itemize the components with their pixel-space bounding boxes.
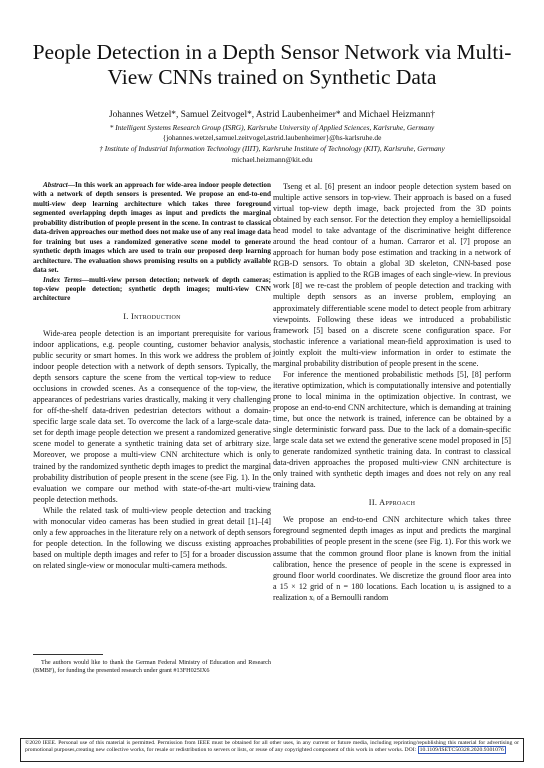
- index-terms: [33, 276, 271, 304]
- section-heading-approach: II. Approach: [368, 498, 416, 508]
- index-terms-label: Index Terms: [43, 275, 82, 284]
- email-kit: michael.heizmann@kit.edu: [231, 155, 313, 164]
- copyright-notice: [20, 738, 524, 762]
- intro-paragraph-2: While the related task of multi-view people detection and tracking with monocular video cameras has been studied in great detail [1]–[4] only a few approaches in the literature rely on a network of depth sensors for people detection. In the following we discuss existing approaches based on multiple depth images and refer to [5] for a broader discussion on related single-view or monocular multi-camera methods.: [33, 505, 271, 570]
- emails-isrg: {johannes.wetzel,samuel.zeitvogel,astrid.laubenheimer}@hs-karlsruhe.de: [162, 133, 382, 142]
- abstract-label: Abstract: [43, 181, 68, 189]
- abstract-text: —In this work an approach for wide-area indoor people detection with a network of depth sensors is presented. We propose an end-to-end multi-view deep learning architecture which takes three foreground segmented overlapping depth images as input and predicts the marginal probability distribution of people present in the scene. In contrast to classical data-driven approaches our method does not make use of any real image data for training but uses a randomized generative scene model to generate synthetic depth images which are used to train our proposed deep learning architecture. The evaluation shows promising results on a publicly available data set.: [33, 181, 271, 275]
- affiliation-isrg: * Intelligent Systems Research Group (ISRG), Karlsruhe University of Applied Sciences, Karlsruhe, Germany: [109, 123, 435, 132]
- related-work-paragraph: Tseng et al. [6] present an indoor people detection system based on multiple active sensors in top-view. Their approach is based on a fused virtual top-view depth image, back projected from the 3D points obtained by each sensor. For the detection they employ a hemiellipsoidal head model to take advantage of the discriminative height difference around the head contour of a human. Carraror et al. [7] propose an approach for human body pose estimation and tracking in a network of RGB-D sensors. To obtain a global 3D skeleton, CNN-based pose estimation is applied to the RGB images of each single-view. In previous work [8] we re-cast the problem of people detection and tracking with multiple depth sensors as an inverse problem, employing an approximately differentiable scene model to detect people from arbitrary viewpoints. Following these ideas we introduced a probabilistic framework [5] based on a discrete scene configuration space. For stochastic inference a variational mean-field approximation is used to jointly exploit the multi-view information in order to estimate the marginal probability distribution of people present in the scene.: [273, 182, 511, 368]
- paper-title: People Detection in a Depth Sensor Network via Multi-View CNNs trained on Synthetic Data: [32, 40, 512, 89]
- affiliation-iiit: † Institute of Industrial Information Technology (IIIT), Karlsruhe Institute of Technology (KIT), Karlsruhe, Germany: [99, 144, 445, 153]
- left-column: [33, 181, 271, 571]
- contribution-paragraph: For inference the mentioned probabilistic methods [5], [8] perform iterative optimization, which is computationally intensive and potentially prone to local minima in the optimization objective. In contrast, we propose an end-to-end CNN architecture, which is demanding at training time, but once the network is trained, inference can be obtained by a single deterministic forward pass. Due to the lack of a domain-specific large scale data set we extend the generative scene model proposed in [5] to generate randomized synthetic training data. In contrast to classical data-driven approaches the proposed multi-view CNN architecture is only trained with synthetic depth images and does not rely on any real training data.: [273, 369, 511, 490]
- abstract: [33, 181, 271, 276]
- doi-link[interactable]: 10.1109/ISETC50328.2020.9301076: [419, 747, 504, 754]
- intro-paragraph-1: Wide-area people detection is an important prerequisite for various indoor applications, e.g. people counting, customer behavior analysis, public security or smart homes. In this work we address the problem of indoor people detection with a network of depth sensors. Typically, the depth sensors capture the scene from the vertical top-view to reduce occlusions in crowded scenes. As a consequence of the top-view, the appearances of pedestrians varies drastically, making it very challenging for off-the-shelf data-driven pedestrian detectors without a domain-specific large scale data set. To overcome the lack of a large-scale data-set for depth image people detection we present a randomized generative scene model to generate a synthetic training data set of arbitrary size. Moreover, we propose a multi-view CNN architecture which is only trained by the randomized synthetic depth images to predict the marginal probability distribution of people present in the scene (see Fig. 1). In the evaluation we compare our method with state-of-the-art multi-view people detection methods.: [33, 328, 271, 504]
- copyright-text: ©2020 IEEE. Personal use of this material is permitted. Permission from IEEE must be obtained for all other uses, in any current or future media, including reprinting/republishing this material for advertising or promotional purposes,creating new collective works, for resale or redistribution to servers or lists, or reuse of any copyrighted component of this work in other works. DOI:: [25, 740, 519, 754]
- footnote-rule: [33, 654, 103, 655]
- approach-paragraph-1: We propose an end-to-end CNN architecture which takes three foreground segmented depth images as input and predicts the marginal probabilities of people present in the scene (see Fig. 1). For this work we assume that the common ground floor plane is known from the initial calibration, hence the presence of people in the scene is expressed in ground floor world coordinates. We discretize the ground floor area into a 15 × 12 grid of n = 180 locations. Each location uᵢ is assigned to a realization xᵢ of a Bernoulli random: [273, 515, 511, 602]
- right-column: [273, 181, 511, 603]
- section-heading-introduction: I. Introduction: [123, 311, 181, 321]
- author-list: Johannes Wetzel*, Samuel Zeitvogel*, Astrid Laubenheimer* and Michael Heizmann†: [108, 110, 436, 120]
- funding-footnote: The authors would like to thank the German Federal Ministry of Education and Research (BMBF), for funding the presented research under grant #13FH025IX6: [33, 659, 271, 674]
- index-terms-text: —multi-view person detection; network of depth cameras; top-view people detection; synthetic depth images; multi-view CNN architecture: [33, 275, 271, 303]
